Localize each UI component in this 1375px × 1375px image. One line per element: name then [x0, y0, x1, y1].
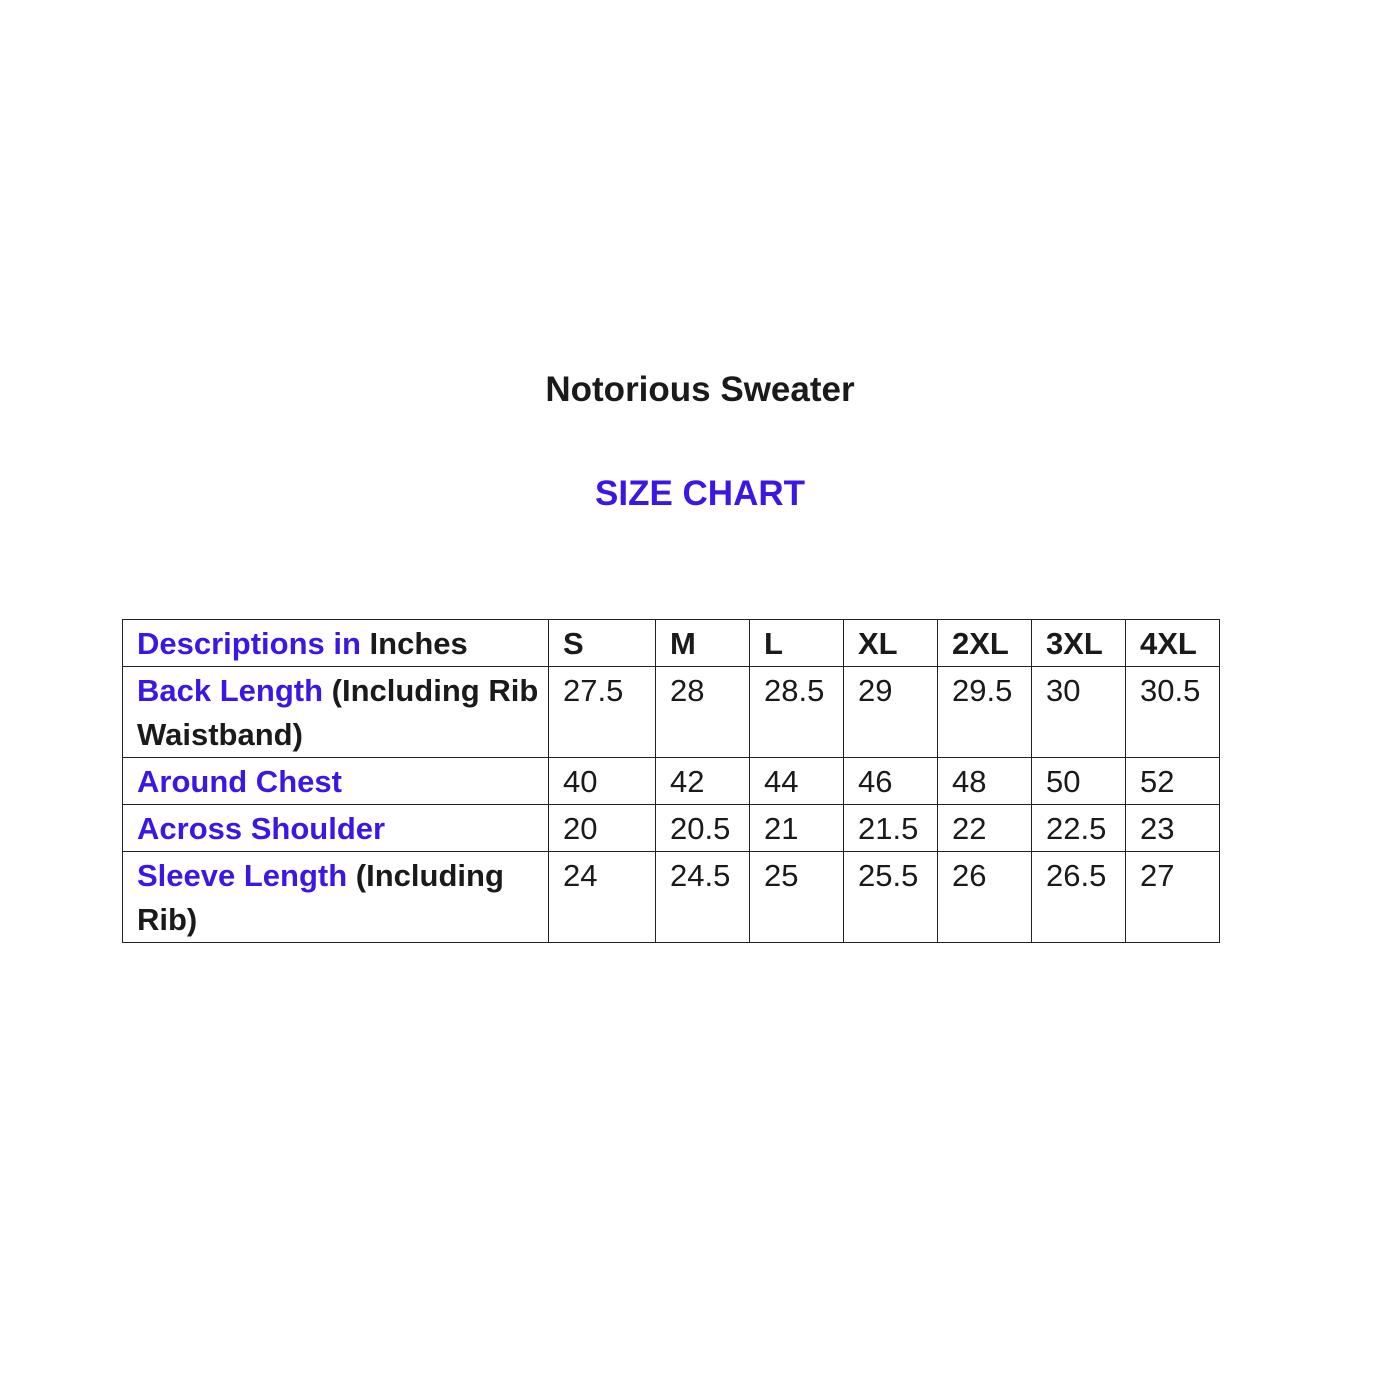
- table-cell: 50: [1032, 758, 1126, 805]
- table-cell: 40: [549, 758, 656, 805]
- size-header-2xl: 2XL: [938, 620, 1032, 667]
- row-label: [123, 667, 549, 758]
- table-cell: 24: [549, 852, 656, 943]
- row-label: [123, 805, 549, 852]
- header-description-highlight: Descriptions in: [137, 626, 361, 661]
- table-cell: 27: [1126, 852, 1220, 943]
- table-cell: 28.5: [750, 667, 844, 758]
- table-cell: 48: [938, 758, 1032, 805]
- table-cell: 25: [750, 852, 844, 943]
- table-cell: 26: [938, 852, 1032, 943]
- table-cell: 22.5: [1032, 805, 1126, 852]
- table-cell: 44: [750, 758, 844, 805]
- table-cell: 22: [938, 805, 1032, 852]
- table-row-across-shoulder: [123, 805, 1220, 852]
- table-cell: 27.5: [549, 667, 656, 758]
- table-cell: 42: [656, 758, 750, 805]
- size-header-3xl: 3XL: [1032, 620, 1126, 667]
- table-cell: 21.5: [844, 805, 938, 852]
- table-header-row: [123, 620, 1220, 667]
- table-cell: 46: [844, 758, 938, 805]
- table-cell: 52: [1126, 758, 1220, 805]
- table-cell: 23: [1126, 805, 1220, 852]
- table-row-around-chest: [123, 758, 1220, 805]
- table-cell: 30.5: [1126, 667, 1220, 758]
- table-cell: 29: [844, 667, 938, 758]
- size-header-4xl: 4XL: [1126, 620, 1220, 667]
- table-cell: 20: [549, 805, 656, 852]
- size-header-xl: XL: [844, 620, 938, 667]
- header-description-unit: Inches: [360, 626, 468, 661]
- row-label: [123, 758, 549, 805]
- row-label-highlight: Across Shoulder: [137, 811, 386, 846]
- row-label-detail: (Including Rib): [137, 858, 504, 937]
- table-cell: 29.5: [938, 667, 1032, 758]
- header-description-cell: [123, 620, 549, 667]
- table-cell: 21: [750, 805, 844, 852]
- table-cell: 20.5: [656, 805, 750, 852]
- table-cell: 24.5: [656, 852, 750, 943]
- table-row-back-length: [123, 667, 1220, 758]
- size-header-l: L: [750, 620, 844, 667]
- table-row-sleeve-length: [123, 852, 1220, 943]
- row-label: [123, 852, 549, 943]
- size-header-m: M: [656, 620, 750, 667]
- table-cell: 26.5: [1032, 852, 1126, 943]
- row-label-highlight: Back Length: [137, 673, 324, 708]
- row-label-detail: (Including Rib Waistband): [137, 673, 539, 752]
- row-label-highlight: Around Chest: [137, 764, 342, 799]
- table-cell: 30: [1032, 667, 1126, 758]
- size-chart-table: [122, 619, 1220, 943]
- size-header-s: S: [549, 620, 656, 667]
- row-label-highlight: Sleeve Length: [137, 858, 348, 893]
- table-cell: 25.5: [844, 852, 938, 943]
- size-chart-title: SIZE CHART: [595, 474, 805, 513]
- product-title: Notorious Sweater: [545, 370, 855, 409]
- table-cell: 28: [656, 667, 750, 758]
